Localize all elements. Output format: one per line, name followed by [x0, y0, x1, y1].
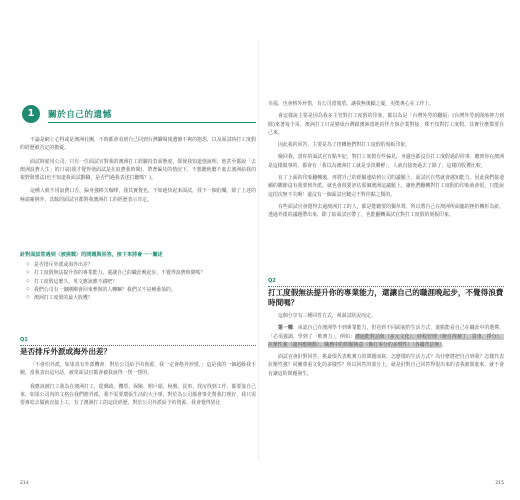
chapter-title: 關於自己的遺憾: [48, 110, 112, 120]
body-paragraph: 因此我的回答，主要是為了扭轉他們對打工度假的刻板印象。: [278, 142, 411, 149]
answer-paragraph: 「不會怕外派，如果真有外派機會，對於公司給予的資源，我一定會格外珍惜，」這是我的一個超級我手腕，當我表出這句話，被常面試官都會被我說得一愣一愣的。: [20, 362, 256, 377]
body-paragraph: 會這樣說主要是因為我多主管對打工度假的印象，都以為是「台灣外勞的翻版」(台灣外勞新聞地神力到除)來著每个哥，澳洲打工只是變成台灣跟澳洲當地的伴介與企業對接，殊不知對打工度假，其實什麼都要自己來。: [268, 113, 504, 136]
page-number: 214: [20, 481, 29, 486]
highlighted-text: 溝通能對話與（多元文化）、時程管理（辦自找補丁、買車、掙分）、抗壓性強（適再應變動），職務中的: [268, 333, 504, 348]
answer-paragraph: 我應該被打工我為在澳洲打工，從郵政、機票、保險、開戶頭、稅號、買車、找房找到工作，都要靠自己來，如果公司內的文格在我們擔外派，我不需要環張生活的大小事，對於為公司都會事先幫我打理好，我只需要專唸去做就直接上工，有了澳洲打工的這段經歷，對於公司外派給予的資源，我會覺得異比: [20, 383, 256, 407]
chapter-divider: [48, 122, 256, 123]
intro-paragraph: 面試時雇用公司，只有一位面試官對我的澳洲打工經驗持負面態度，即使我知道他說明，他甚至都說「去澳洲浪費人生」的口氣(我才覺得他面試是在浪費我時間)，帶著偏見的情況下，不想聽他聽不進去澳洲給我的視野與想法(也不知道我面試辭職，是否門過我表述打聽嗎？)。: [20, 158, 256, 182]
chapter-heading: [20, 104, 256, 128]
gutter: [258, 40, 259, 460]
question-list-heading: 針對面試常遇到〈被挑戰〉的問題與回答，接下來將會一一闡述: [20, 252, 163, 258]
list-item: ◇ 我們公司有一個剛剛會回來參與的人轉嘛？我們又不是種番茄的。: [26, 286, 256, 294]
right-page: [268, 0, 504, 500]
page-number: 215: [495, 481, 504, 486]
list-item: ◇ 澳洲打工度假的最大收穫？: [26, 294, 256, 302]
highlighted-text: 問題換意: [343, 341, 364, 348]
question-title: 打工度假無法提升你的專業能力，還讓自己的職涯晚起步，不覺得浪費時間嗎？: [268, 288, 504, 307]
question-title: 是否排斥外派或海外出差？: [20, 347, 112, 356]
intro-paragraph: 這種人就不用浪費口舌，偏身強棒欠咖啡，我其實覺也，不如趁快起來面試，找下一個伯樂。除了上述的極端案例外，其餘的面試官都對我澳洲打工的經歷表示肯定。: [20, 188, 256, 203]
answer-text: ：承認自己在澳洲學不到專業能力，但看到不同面貌的生活方式，進點能看自己在職涯中的選擇，「必須強調，學到了「軟實力」，例如：: [268, 325, 504, 340]
answer-type-label: 第一種: [278, 325, 293, 332]
body-paragraph: 有了上面的印象翻轉後，再將自己的經驗連結到公司的議題上，面試官自然就會感知能力。因此我們接連續的聯節沒有我要到外派，就也會很要評估那個澳洲這議題上，讓他們翻轉對打工度假的印象就會很，只能說這招次無不失啊！還沒有一個面試官聽完不對你點之類的。: [268, 175, 504, 198]
answer-text: 。: [441, 341, 447, 348]
body-paragraph: 這個分享有三種回答方式，視面試狀況而定。: [278, 313, 376, 319]
question-number: Q1: [20, 336, 256, 346]
list-item: ◇ 是否排斥外派或海外出差？: [26, 261, 256, 269]
intro-paragraph: 不論是網上心得或是澳洲社團，不時都會看到自己回到台灣職場後遺憾不夠的抱怨，以及面試時打工度假的經歷被否定的擔憂。: [20, 137, 256, 152]
highlighted-text: （像打零分的多慣性）（各國背景無）: [363, 341, 442, 348]
question-list-section: [20, 251, 256, 302]
body-paragraph: 幸福，也會格外珍惜，有公司當後盾，讓我無後顧之憂，更能專心在工作上。: [268, 101, 435, 107]
question-list: [20, 261, 256, 302]
continued-section: [268, 100, 504, 220]
q1-section: [20, 336, 256, 407]
list-item: ◇ 打工度假這麼久，英文應該應不錯吧？: [26, 278, 256, 286]
body-paragraph: 面試官會針對回答，挑最俱代表軟實力的問題而寫，怎麼樣的生活方式？為什麼將把自自到我？怎樣代表抗壓性強？同團尊重文化的多樣性？所以回答的部分上，就是針對自己回答得很出來的表我被問進來，就不會有讓這的問題發生。: [268, 354, 504, 377]
body-paragraph: 有些面試官會覺得去過澳洲打工的人，都是能聽要的獨草尊，所以將自己在澳洲所面臨的挫折轉折為新，透過外派的議題帶出來，除了給面試官帶了，也能翻轉面試官對打工度假的刻板印象。: [268, 203, 504, 219]
left-page: [20, 0, 256, 500]
question-number: Q2: [268, 277, 504, 287]
q2-section: [268, 277, 504, 378]
list-item: ◇ 打工度假無法提升你的專業能力，還讓自己的職涯晚起步，不覺得浪費時間嗎？: [26, 269, 256, 277]
body-paragraph: [268, 324, 504, 349]
chapter-number-badge: 1: [22, 105, 40, 123]
intro-section: [20, 136, 256, 204]
body-paragraph: 檢回我，當你的面試官有點年紀，對打工度假有些偏見，身邊也都沒有打工度假過的同事，聽到你在澳洲是這樣做事的，都會有「我以為澳洲打工就是享淡聯鮮」，人就直接喪過去了除了，這樣的收獲比較。: [268, 154, 504, 169]
